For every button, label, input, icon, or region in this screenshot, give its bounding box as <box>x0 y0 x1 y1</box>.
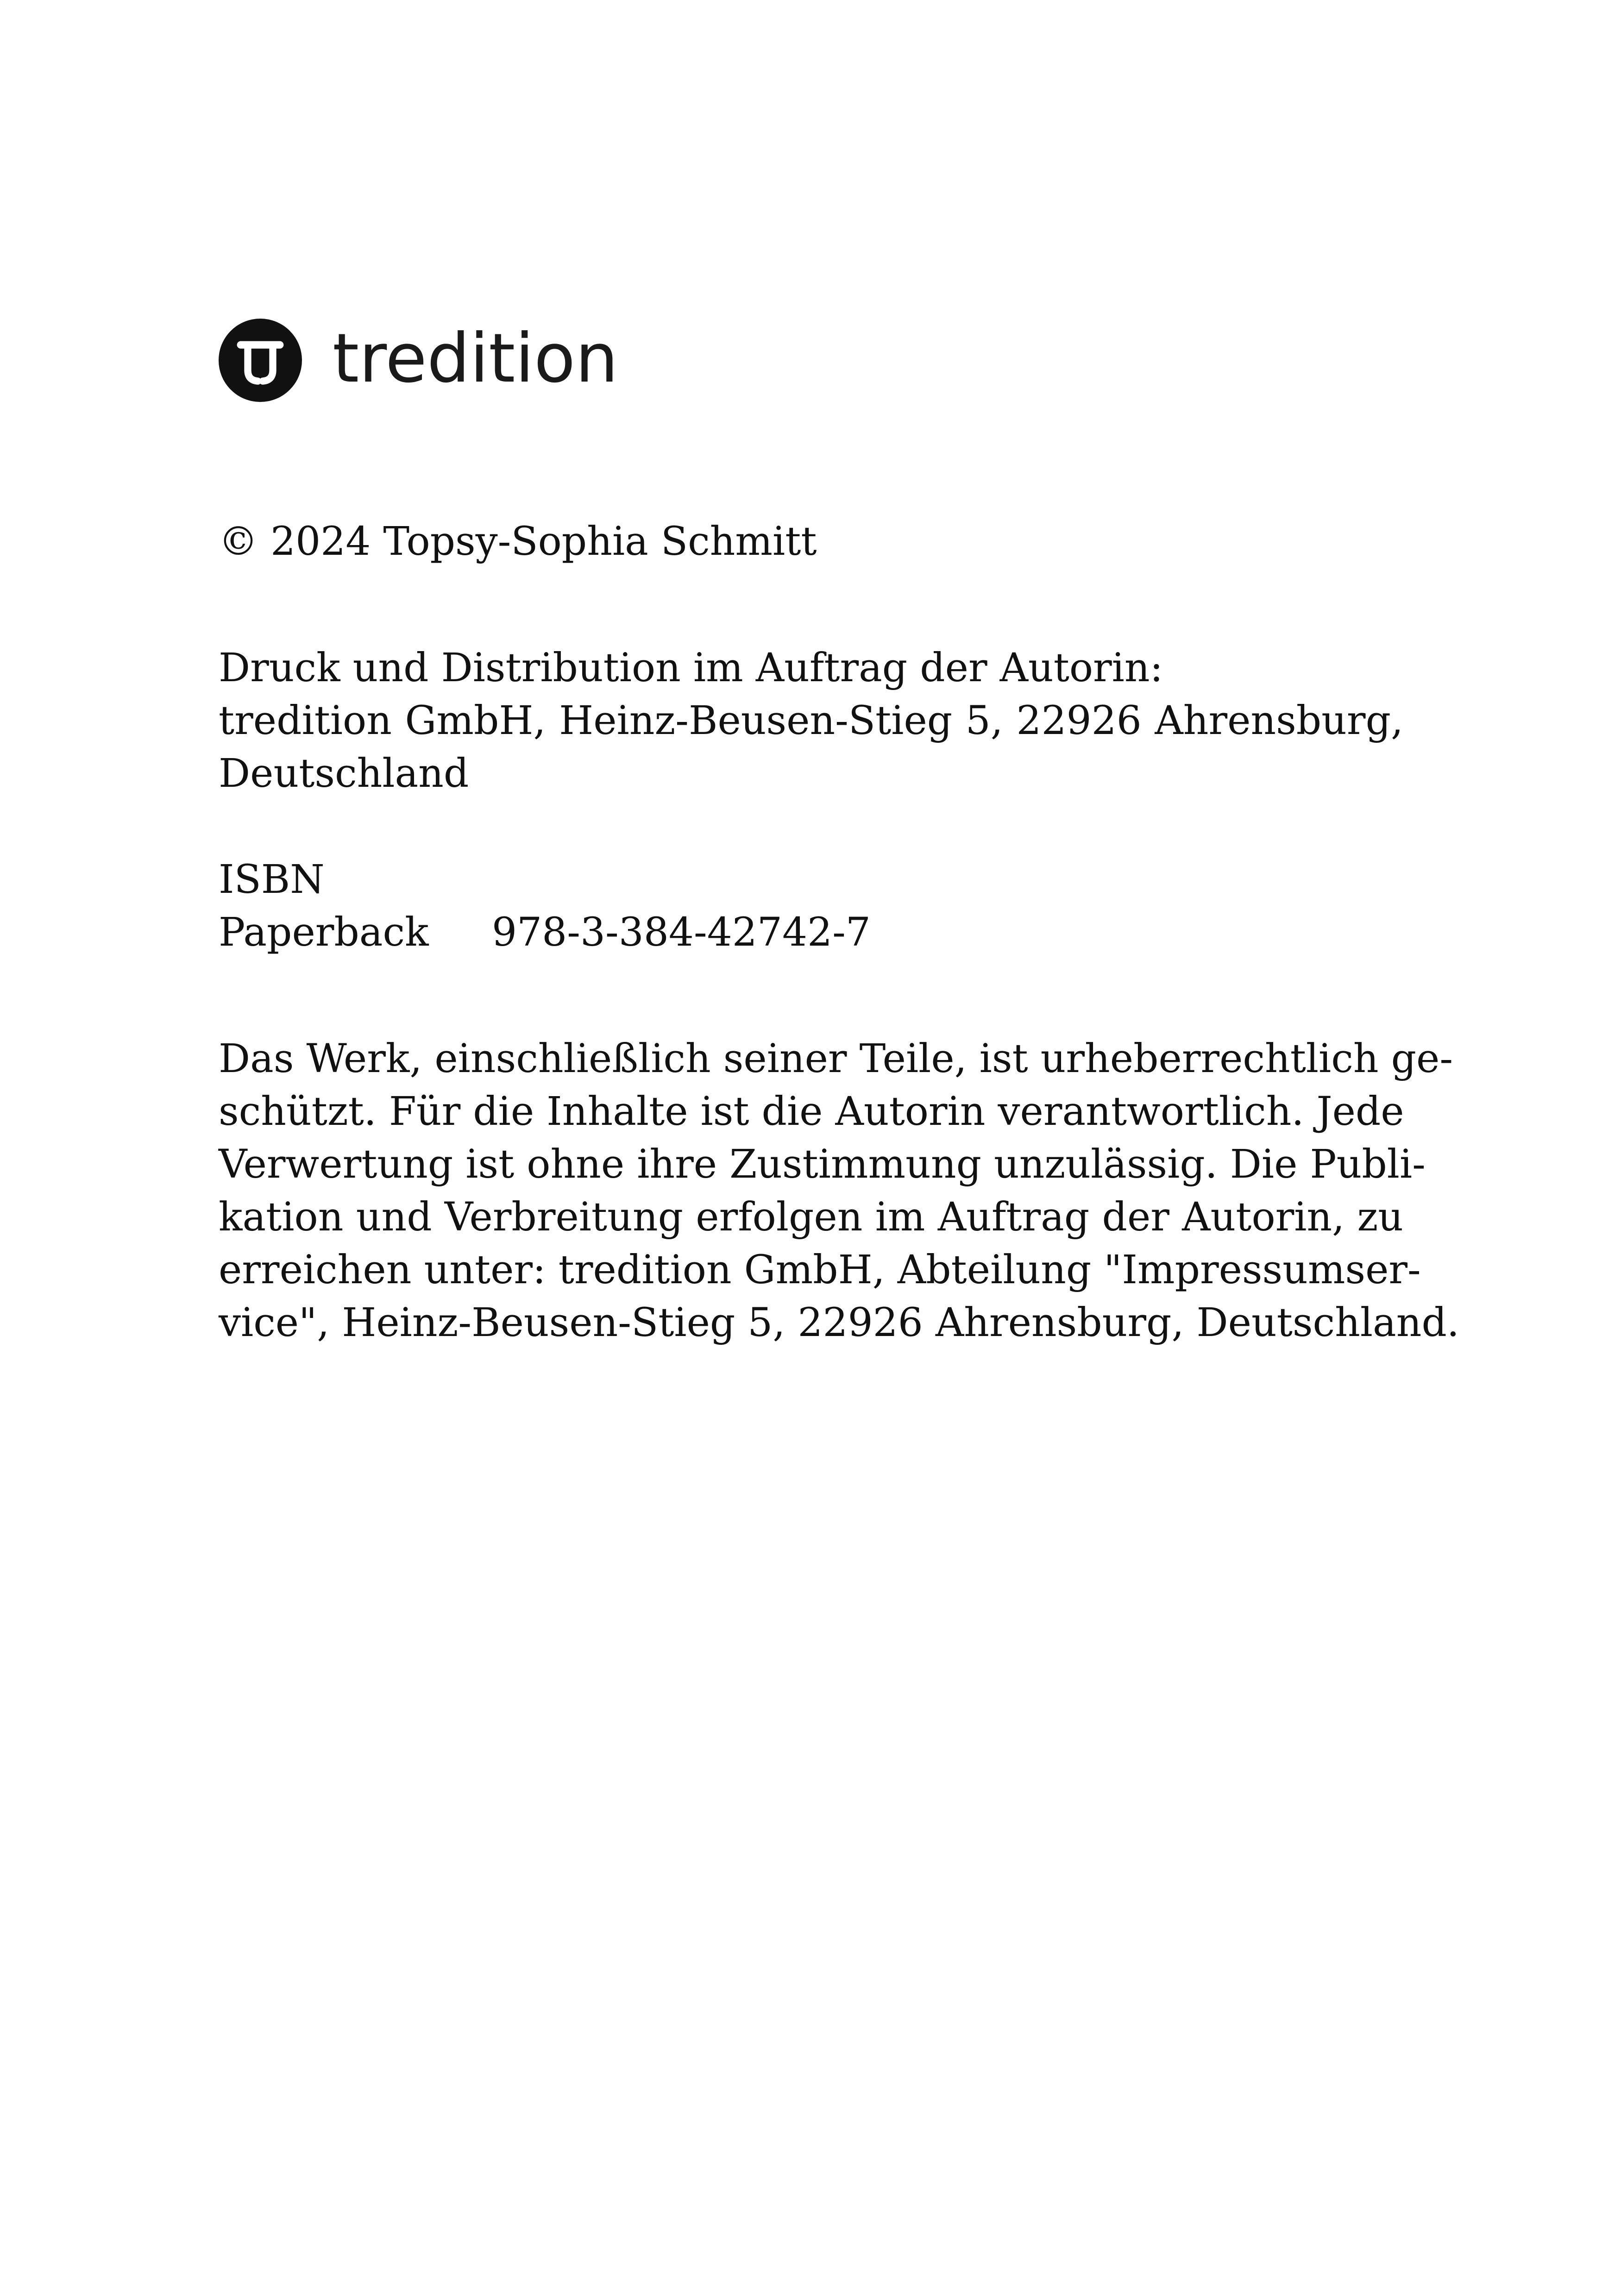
isbn-row <box>219 906 1403 959</box>
copyright-text: © 2024 Topsy-Sophia Schmitt <box>219 519 817 565</box>
distribution-line-1: Druck und Distribution im Auftrag der Autorin: <box>219 645 1163 691</box>
legal-notice <box>219 1033 1459 1349</box>
legal-line-5: erreichen unter: tredition GmbH, Abteilung "Impressumser- <box>219 1247 1421 1293</box>
isbn-heading: ISBN <box>219 857 325 903</box>
legal-line-6: vice", Heinz-Beusen-Stieg 5, 22926 Ahrensburg, Deutschland. <box>219 1300 1459 1346</box>
logo-wordmark: tredition <box>333 319 618 398</box>
distribution-line-2: tredition GmbH, Heinz-Beusen-Stieg 5, 22926 Ahrensburg, <box>219 698 1403 744</box>
legal-line-1: Das Werk, einschließlich seiner Teile, ist urheberrechtlich ge- <box>219 1036 1453 1082</box>
distribution-block <box>219 642 1403 800</box>
isbn-number: 978-3-384-42742-7 <box>492 910 871 955</box>
publisher-logo <box>219 319 618 402</box>
distribution-line-3: Deutschland <box>219 751 469 797</box>
isbn-format-label: Paperback <box>219 910 429 955</box>
legal-line-4: kation und Verbreitung erfolgen im Auftrag der Autorin, zu <box>219 1194 1403 1240</box>
legal-line-3: Verwertung ist ohne ihre Zustimmung unzulässig. Die Publi- <box>219 1142 1426 1187</box>
legal-line-2: schützt. Für die Inhalte ist die Autorin verantwortlich. Jede <box>219 1089 1404 1135</box>
copyright-notice <box>219 515 1403 568</box>
isbn-block <box>219 853 1403 959</box>
tredition-logo-icon <box>219 319 302 402</box>
